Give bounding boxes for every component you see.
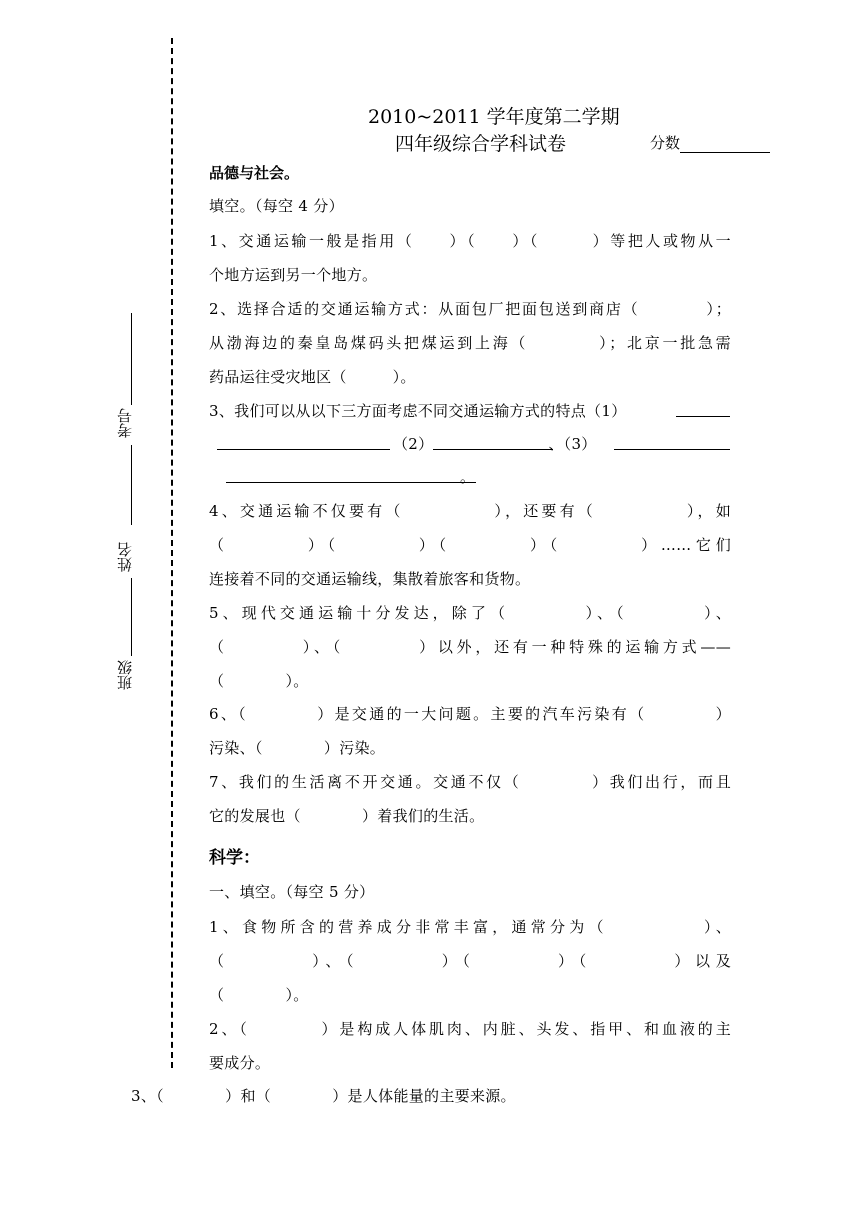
exam-title: 2010~2011 学年度第二学期 xyxy=(368,106,620,128)
score-field xyxy=(650,132,770,153)
question-line: （ ）、（ ）（ ）（ ）以及 xyxy=(209,952,731,970)
question-line: 污染、（ ）污染。 xyxy=(209,739,386,757)
question-line: 药品运往受灾地区（ ）。 xyxy=(209,368,416,386)
section-title-moral: 品德与社会。 xyxy=(209,164,300,182)
exam-no-label: 考号 xyxy=(116,408,134,438)
exam-no-blank xyxy=(131,313,132,405)
exam-subtitle: 四年级综合学科试卷 xyxy=(395,133,567,155)
answer-blank xyxy=(433,449,553,450)
class-label: 班级 xyxy=(116,660,134,690)
question-line: （ ）。 xyxy=(209,986,309,1004)
question-line: 个地方运到另一个地方。 xyxy=(209,266,378,284)
question-line: 从渤海边的秦皇岛煤码头把煤运到上海（ ）；北京一批急需 xyxy=(209,334,731,352)
question-line: 3、我们可以从以下三方面考虑不同交通运输方式的特点（1） xyxy=(209,402,627,420)
question-line: （ ）、（ ）以外，还有一种特殊的运输方式—— xyxy=(209,638,731,656)
question-line: 1、交通运输一般是指用（ ）（ ）（ ）等把人或物从一 xyxy=(209,232,731,250)
question-line: 5、现代交通运输十分发达，除了（ ）、（ ）、 xyxy=(209,604,731,622)
science-instruction: 一、填空。（每空 5 分） xyxy=(209,883,375,901)
answer-blank xyxy=(676,416,730,417)
question-line: 它的发展也（ ）着我们的生活。 xyxy=(209,807,485,825)
question-line: （ ）。 xyxy=(209,672,309,690)
question-line: 2、选择合适的交通运输方式：从面包厂把面包送到商店（ ）； xyxy=(209,300,731,318)
section-title-science: 科学： xyxy=(209,848,260,868)
name-label: 姓名 xyxy=(116,542,134,572)
question-line: （ ）（ ）（ ）（ ）……它们 xyxy=(209,536,731,554)
question-line: 3、（ ）和（ ）是人体能量的主要来源。 xyxy=(131,1087,516,1105)
question-line: 1、食物所含的营养成分非常丰富，通常分为（ ）、 xyxy=(209,918,731,936)
answer-blank xyxy=(217,449,390,450)
question-line: 。 xyxy=(460,468,476,486)
class-blank xyxy=(131,578,132,656)
moral-instruction: 填空。（每空 4 分） xyxy=(209,197,344,215)
name-blank xyxy=(131,445,132,525)
score-blank xyxy=(680,136,770,153)
question-line: 2、（ ）是构成人体肌肉、内脏、头发、指甲、和血液的主 xyxy=(209,1020,731,1038)
question-line: 连接着不同的交通运输线，集散着旅客和货物。 xyxy=(209,570,531,588)
score-label: 分数 xyxy=(650,134,681,152)
answer-blank xyxy=(614,449,730,450)
answer-blank xyxy=(226,482,476,483)
binding-dashed-line xyxy=(171,38,173,1068)
question-line: 要成分。 xyxy=(209,1054,271,1072)
question-line: 6、（ ）是交通的一大问题。主要的汽车污染有（ ） xyxy=(209,705,731,723)
question-line: （2） 、（3） xyxy=(393,435,597,453)
question-line: 7、我们的生活离不开交通。交通不仅（ ）我们出行，而且 xyxy=(209,773,731,791)
question-line: 4、交通运输不仅要有（ ），还要有（ ），如 xyxy=(209,502,731,520)
